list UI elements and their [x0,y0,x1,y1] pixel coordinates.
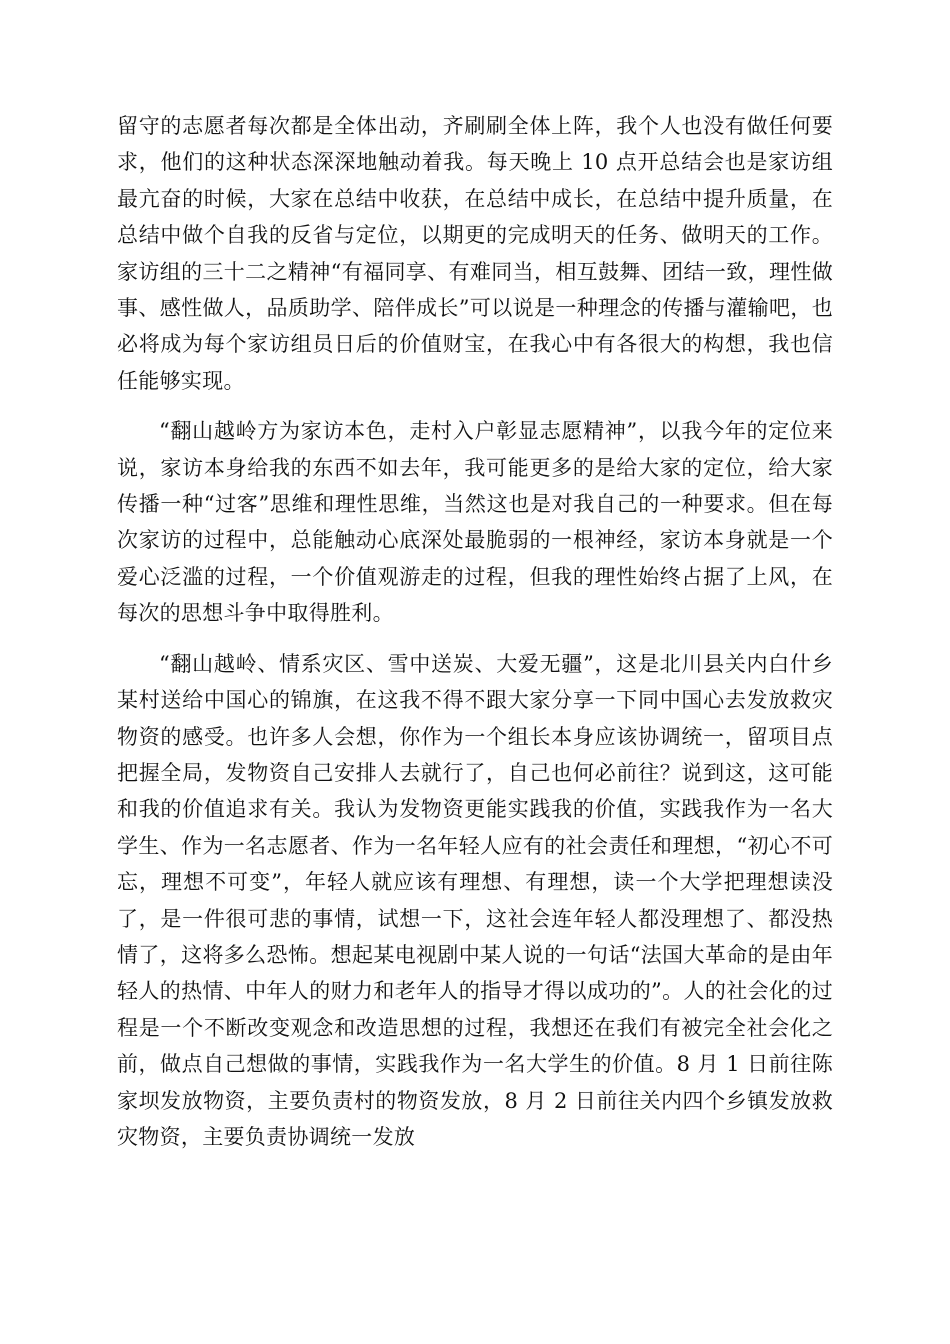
paragraph-1: 留守的志愿者每次都是全体出动，齐刷刷全体上阵，我个人也没有做任何要求，他们的这种状态深深地触动着我。每天晚上 10 点开总结会也是家访组最亢奋的时候，大家在总结中收获，在总结中成长，在总结中提升质量，在总结中做个自我的反省与定位，以期更的完成明天的任务、做明天的工作。家访组的三十二之精神“有福同享、有难同当，相互鼓舞、团结一致，理性做事、感性做人，品质助学、陪伴成长”可以说是一种理念的传播与灌输吧，也必将成为每个家访组员日后的价值财宝，在我心中有各很大的构想，我也信任能够实现。 [117,114,833,393]
paragraph-2: “翻山越岭方为家访本色，走村入户彰显志愿精神”，以我今年的定位来说，家访本身给我的东西不如去年，我可能更多的是给大家的定位，给大家传播一种“过客”思维和理性思维，当然这也是对我自己的一种要求。但在每次家访的过程中，总能触动心底深处最脆弱的一根神经，家访本身就是一个爱心泛滥的过程，一个价值观游走的过程，但我的理性始终占据了上风，在每次的思想斗争中取得胜利。 [117,419,833,626]
document-body [117,108,833,1155]
paragraph-3: “翻山越岭、情系灾区、雪中送炭、大爱无疆”，这是北川县关内白什乡某村送给中国心的锦旗，在这我不得不跟大家分享一下同中国心去发放救灾物资的感受。也许多人会想，你作为一个组长本身应该协调统一，留项目点把握全局，发物资自己安排人去就行了，自己也何必前往？说到这，这可能和我的价值追求有关。我认为发物资更能实践我的价值，实践我作为一名大学生、作为一名志愿者、作为一名年轻人应有的社会责任和理想，“初心不可忘，理想不可变”，年轻人就应该有理想、有理想，读一个大学把理想读没了，是一件很可悲的事情，试想一下，这社会连年轻人都没理想了、都没热情了，这将多么恐怖。想起某电视剧中某人说的一句话“法国大革命的是由年轻人的热情、中年人的财力和老年人的指导才得以成功的”。人的社会化的过程是一个不断改变观念和改造思想的过程，我想还在我们有被完全社会化之前，做点自己想做的事情，实践我作为一名大学生的价值。8 月 1 日前往陈家坝发放物资，主要负责村的物资发放，8 月 2 日前往关内四个乡镇发放救灾物资，主要负责协调统一发放 [117,651,833,1149]
